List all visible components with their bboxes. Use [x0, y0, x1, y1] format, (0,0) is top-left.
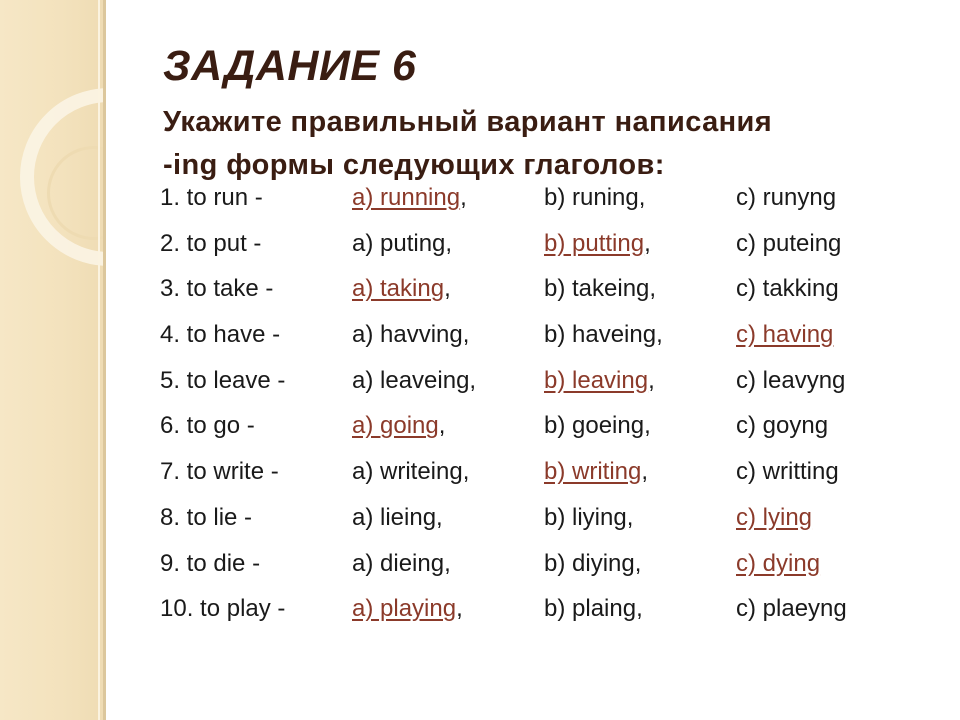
verb-prompt: 8. to lie -	[160, 503, 253, 531]
option-text: a) leaveing,	[352, 366, 477, 394]
option-text: b) liying,	[544, 503, 634, 531]
verb-prompt: 9. to die -	[160, 549, 261, 577]
option-text: a) puting,	[352, 229, 453, 257]
option-text: a) running	[352, 184, 461, 211]
option-c	[736, 503, 812, 533]
task-row	[160, 360, 940, 406]
task-row	[160, 314, 940, 360]
option-c	[736, 594, 847, 624]
option-text: a) writeing,	[352, 458, 470, 486]
option-text: b) putting	[544, 229, 645, 257]
option-a	[352, 229, 452, 259]
option-b	[544, 320, 663, 350]
option-a: a) going,	[352, 412, 446, 440]
option-c	[736, 320, 833, 350]
option-text: c) goyng	[736, 412, 829, 440]
option-text: b) takeing,	[544, 275, 657, 303]
option-c	[736, 411, 828, 441]
task-row	[160, 268, 940, 314]
verb-prompt: 10. to play -	[160, 595, 286, 623]
subtitle-line-1: Укажите правильный вариант написания	[163, 106, 773, 138]
option-text: a) going	[352, 412, 439, 440]
option-a: a) running,	[352, 184, 467, 211]
option-b	[544, 594, 643, 624]
slide-subtitle	[163, 101, 943, 187]
option-text: c) dying	[736, 549, 821, 577]
task-row	[160, 543, 940, 589]
task-row	[160, 588, 940, 634]
option-a	[352, 549, 451, 579]
option-text: a) playing	[352, 595, 457, 623]
option-a	[352, 320, 469, 350]
task-list	[160, 177, 940, 634]
verb-prompt: 7. to write -	[160, 458, 279, 486]
option-a	[352, 366, 476, 396]
option-text: b) writing	[544, 458, 642, 486]
side-band-divider	[103, 0, 106, 720]
option-a	[352, 503, 443, 533]
task-row	[160, 405, 940, 451]
option-c	[736, 229, 841, 259]
option-text: c) plaeyng	[736, 595, 847, 623]
subtitle-line-2: -ing формы следующих глаголов:	[163, 149, 665, 181]
option-text: b) runing,	[544, 184, 646, 211]
option-b	[544, 411, 651, 441]
option-b: b) putting,	[544, 229, 651, 257]
verb-prompt: 4. to have -	[160, 321, 281, 349]
option-text: c) writting	[736, 458, 839, 486]
task-row	[160, 223, 940, 269]
option-text: c) takking	[736, 275, 839, 303]
verb-prompt: 5. to leave -	[160, 366, 286, 394]
option-text: b) diying,	[544, 549, 642, 577]
option-text: c) leavyng	[736, 366, 846, 394]
option-text: b) haveing,	[544, 321, 663, 349]
side-band-highlight	[98, 0, 100, 720]
option-text: b) goeing,	[544, 412, 651, 440]
option-text: a) lieing,	[352, 503, 443, 531]
task-row	[160, 497, 940, 543]
option-text: a) taking	[352, 275, 445, 303]
task-row	[160, 451, 940, 497]
option-text: c) runyng	[736, 184, 837, 211]
option-b: b) leaving,	[544, 366, 655, 394]
decorative-side-band	[0, 0, 103, 720]
option-c	[736, 366, 845, 396]
slide-title: ЗАДАНИЕ 6	[163, 42, 417, 90]
option-b	[544, 549, 641, 579]
option-c	[736, 183, 836, 213]
option-a: a) taking,	[352, 275, 451, 303]
option-text: a) dieing,	[352, 549, 451, 577]
option-c	[736, 274, 839, 304]
option-b	[544, 274, 656, 304]
option-a	[352, 457, 469, 487]
option-b	[544, 183, 645, 213]
option-c	[736, 549, 820, 579]
option-text: b) plaing,	[544, 595, 643, 623]
option-text: c) having	[736, 321, 834, 349]
option-text: a) havving,	[352, 321, 470, 349]
verb-prompt: 3. to take -	[160, 275, 274, 303]
option-c	[736, 457, 839, 487]
verb-prompt: 2. to put -	[160, 229, 262, 257]
verb-prompt: 6. to go -	[160, 412, 255, 440]
option-text: b) leaving	[544, 366, 649, 394]
task-row	[160, 177, 940, 223]
verb-prompt: 1. to run -	[160, 184, 263, 211]
option-text: c) puteing	[736, 229, 842, 257]
option-text: c) lying	[736, 503, 813, 531]
option-b	[544, 503, 633, 533]
option-b: b) writing,	[544, 458, 649, 486]
option-a: a) playing,	[352, 595, 463, 623]
